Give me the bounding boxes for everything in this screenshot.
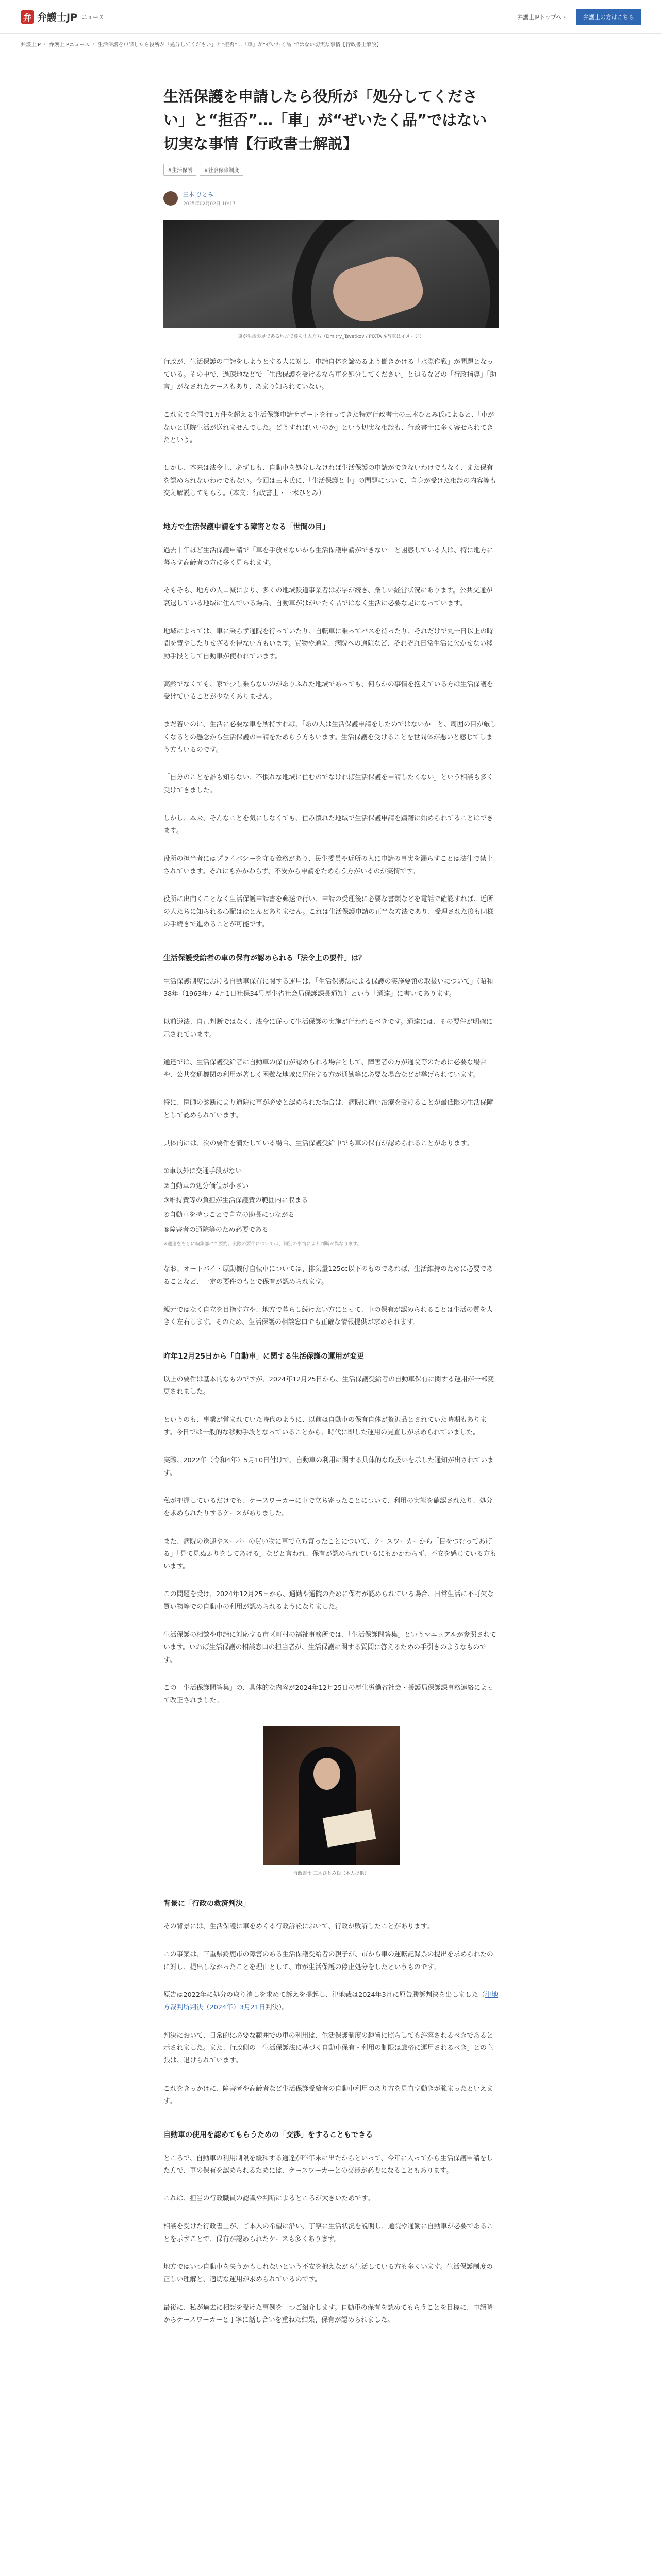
paragraph: この事案は、三重県鈴鹿市の障害のある生活保護受給者の親子が、市から車の運転記録票の提出を求められたのに対し、提出しなかったことを理由として、市が生活保護の停止処分をしたというものです。 xyxy=(163,1951,493,1971)
author-avatar xyxy=(163,191,178,206)
tag-label: 社会保障制度 xyxy=(208,168,239,174)
paragraph: 地方ではいつ自動車を失うかもしれないという不安を抱えながら生活している方も多くいます。生活保護制度の正しい理解と、適切な運用が求められているのです。 xyxy=(163,2263,493,2284)
lawyer-button[interactable]: 弁護士の方はこちら xyxy=(576,9,641,25)
paragraph: 以前遵法、自己判断ではなく、法令に従って生活保護の実施が行われるべきです。通達には、その要件が明確に示されています。 xyxy=(163,1018,493,1039)
hashtag-icon: # xyxy=(168,168,172,174)
paragraph xyxy=(163,1989,499,2014)
top-link[interactable] xyxy=(517,13,566,21)
paragraph: 「自分のことを誰も知らない、不慣れな地域に住むのでなければ生活保護を申請したくない」という相談も多く受けてきました。 xyxy=(163,774,493,794)
section-heading: 生活保護受給者の車の保有が認められる「法令上の要件」は？ xyxy=(163,954,366,963)
paragraph: 実際、2022年（令和4年）5月10日付けで、自動車の利用に関する具体的な取扱いを示した通知が出されています。 xyxy=(163,1456,494,1477)
list-item: ②自動車の処分価値が小さい xyxy=(163,1182,249,1190)
publish-date: 2025年02月02日 10:17 xyxy=(183,201,236,207)
top-link-label: 弁護士JPトップへ xyxy=(517,13,562,21)
paragraph: まだ若いのに、生活に必要な車を所持すれば、「あの人は生活保護申請をしたのではないか」と、周囲の目が厳しくなるとの懸念から生活保護の申請をためらう方もいます。生活保護を受けることを世間体が悪いと感じてしまう方もいるのです。 xyxy=(163,721,497,754)
hero-image xyxy=(163,220,499,328)
paragraph: 高齢でなくても、家で少し乗らないのがありふれた地域であっても、何らかの事情を抱えている方は生活保護を受けていることが少なくありません。 xyxy=(163,680,493,701)
tag[interactable] xyxy=(163,164,196,176)
author-block xyxy=(163,190,499,207)
breadcrumb xyxy=(0,34,662,54)
paragraph: 生活保護制度における自動車保有に関する運用は、「生活保護法による保護の実施要領の取扱いについて」（昭和38年（1963年）4月1日社保34号厚生省社会局保護課長通知）という「通達」に書いてあります。 xyxy=(163,977,493,998)
list-item: ③維持費等の負担が生活保護費の範囲内に収まる xyxy=(163,1197,308,1205)
tag-label: 生活保護 xyxy=(172,168,193,174)
paragraph: その背景には、生活保護に車をめぐる行政訴訟において、行政が敗訴したことがあります。 xyxy=(163,1923,434,1931)
paragraph: 役所の担当者にはプライバシーを守る義務があり、民生委員や近所の人に申請の事実を漏らすことは法律で禁止されています。それにもかかわらず、不安から申請をためらう方がいるのが実情です。 xyxy=(163,855,493,875)
section-heading: 背景に「行政の救済判決」 xyxy=(163,1899,250,1908)
paragraph: 最後に、私が過去に相談を受けた事例を一つご紹介します。自動車の保有を認めてもらうことを目標に、申請時からケースワーカーと丁寧に話し合いを重ねた結果、保有が認められました。 xyxy=(163,2303,493,2325)
paragraph: しかし、本来は法令上、必ずしも、自動車を処分しなければ生活保護の申請ができないわけでもなく、また保有を認められないわけでもない。今回は三木氏に、「生活保護と車」の問題について、自身が受けた相談の内容等も交え解説してもらう。（本文：行政書士・三木ひとみ） xyxy=(163,464,496,497)
paragraph: 相談を受けた行政書士が、ご本人の希望に沿い、丁寧に生活状況を説明し、通院や通勤に自動車が必要であることを示すことで、保有が認められたケースも多くあります。 xyxy=(163,2223,493,2243)
paragraph: また、病院の送迎やスーパーの買い物に車で立ち寄ったことについて、ケースワーカーから「目をつむってあげる」「見て見ぬふりをしてあげる」などと言われ、保有が認められているにもかかわらず、不安を感じている方もいます。 xyxy=(163,1537,496,1571)
lawyer-photo xyxy=(263,1726,400,1865)
requirement-list xyxy=(163,1165,499,1236)
paragraph: というのも、事業が営まれていた時代のように、以前は自動車の保有自体が贅沢品とされていた時期もあります。今日では一般的な移動手段となっていることから、時代に即した運用の見直しが求められていました。 xyxy=(163,1416,487,1436)
site-header xyxy=(0,0,662,34)
paragraph: これをきっかけに、障害者や高齢者など生活保護受給者の自動車利用のあり方を見直す動きが強まったといえます。 xyxy=(163,2084,493,2105)
paragraph-text: 判決）。 xyxy=(265,2004,289,2012)
breadcrumb-home[interactable]: 弁護士JP xyxy=(21,42,41,48)
hero-caption: 車が生活の足である地方で暮らす人たち（Dmitry_Tsvetkov / PIXTA ※写真はイメージ） xyxy=(238,334,424,340)
paragraph: 行政が、生活保護の申請をしようとする人に対し、申請自体を諦めるよう働きかける「水際作戦」が問題となっている。その中で、過疎地などで「生活保護を受けるなら車を処分してください」と迫るなどの「行政指導」「助言」がなされたケースもあり、あまり知られていない。 xyxy=(163,358,496,392)
paragraph: これまで全国で1万件を超える生活保護申請サポートを行ってきた特定行政書士の三木ひとみ氏によると、「車がないと通院生活が送れませんでした。どうすればいいのか」という切実な相談も、行政書士に多く寄せられてきたという。 xyxy=(163,411,494,444)
chevron-right-icon: › xyxy=(563,13,566,20)
paragraph: ところで、自動車の利用制限を緩和する通達が昨年末に出たからといって、今年に入ってから生活保護申請をした方で、車の保有を認められるためには、ケースワーカーとの交渉が必要になることもあります。 xyxy=(163,2154,493,2175)
paragraph: 特に、医師の診断により通院に車が必要と認められた場合は、病院に通い治療を受けることが最低限の生活保障として認められています。 xyxy=(163,1099,493,1120)
paragraph: 役所に出向くことなく生活保護申請書を郵送で行い、申請の受理後に必要な書類などを電話で確認すれば、近所の人たちに知られる心配はほとんどありません。これは生活保護申請の正当な方法であり、受理された後も同様の手続きで進めることが可能です。 xyxy=(163,895,494,928)
court-ruling-link[interactable]: 津地方裁判所判決（2024年）3月21日 xyxy=(163,1991,499,2012)
list-item: ④自動車を持つことで自立の助長につながる xyxy=(163,1211,295,1219)
paragraph: 過去十年ほど生活保護申請で「車を手放せないから生活保護申請ができない」と困惑している人は、特に地方に暮らす高齢者の方に多く見られます。 xyxy=(163,546,493,567)
logo-text: 弁護士JP xyxy=(37,12,77,23)
article-title: 生活保護を申請したら役所が「処分してください」と“拒否”…「車」が“ぜいたく品”ではない切実な事情【行政書士解説】 xyxy=(163,88,487,152)
paragraph: 以上の要件は基本的なものですが、2024年12月25日から、生活保護受給者の自動車保有に関する運用が一部変更されました。 xyxy=(163,1376,494,1396)
photo-caption: 行政書士 三木ひとみ氏（本人提供） xyxy=(293,1871,369,1876)
paragraph: この問題を受け、2024年12月25日から、通勤や通院のために保有が認められている場合、日常生活に不可欠な買い物等での自動車の利用が認められるようになりました。 xyxy=(163,1590,494,1611)
paragraph: そもそも、地方の人口減により、多くの地域鉄道事業者は赤字が続き、厳しい経営状況にあります。公共交通が衰退している地域に住んでいる場合、自動車がはがいたく品ではなく生活に必要な足になっています。 xyxy=(163,587,493,607)
tag[interactable] xyxy=(200,164,243,176)
paragraph: この「生活保護問答集」の、具体的な内容が2024年12月25日の厚生労働省社会・援護局保護課事務連絡によって改正されました。 xyxy=(163,1684,494,1705)
section-heading: 昨年12月25日から「自動車」に関する生活保護の運用が変更 xyxy=(163,1352,364,1361)
paragraph: しかし、本来、そんなことを気にしなくても、住み慣れた地域で生活保護申請を躊躇に始められてることはできます。 xyxy=(163,815,493,835)
paragraph: 生活保護の相談や申請に対応する市区町村の福祉事務所では、「生活保護問答集」というマニュアルが参照されています。いわば生活保護の相談窓口の担当者が、生活保護に関する質問に答えるための手引きのようなものです。 xyxy=(163,1631,496,1664)
section-heading: 自動車の使用を認めてもらうための「交渉」をすることもできる xyxy=(163,2131,373,2140)
article-body xyxy=(163,356,499,2327)
article xyxy=(163,54,499,2327)
paragraph: 判決において、日常的に必要な範囲での車の利用は、生活保護制度の趣旨に照らしても許容されるべきであると示されました。また、行政側の「生活保護法に基づく自動車保有・利用の制限は厳格に運用されるべき」との主張は、退けられています。 xyxy=(163,2031,493,2065)
logo-sub: ニュース xyxy=(81,13,104,21)
chevron-right-icon: › xyxy=(92,41,95,47)
list-item: ①車以外に交通手段がない xyxy=(163,1167,242,1176)
author-name[interactable]: 三木 ひとみ xyxy=(183,191,213,198)
paragraph: 私が把握しているだけでも、ケースワーカーに車で立ち寄ったことについて、利用の実態を確認されたり、処分を求められたりするケースがありました。 xyxy=(163,1497,493,1518)
tag-list xyxy=(163,164,499,176)
list-note: ※通達をもとに編集部にて要約。実際の要件については、個別の事情により判断が異なります。 xyxy=(163,1241,362,1247)
section-heading: 地方で生活保護申請をする障害となる「世間の目」 xyxy=(163,523,329,532)
chevron-right-icon: › xyxy=(43,41,46,47)
paragraph: 地域によっては、車に乗らず通院を行っていたり、自転車に乗ってバスを待ったり、それだけで丸一日以上の時間を費やしたりせざるを得ない方もいます。買物や通院、病院への通院など、それぞれ日常生活に欠かせない移動手段として自動車が使われています。 xyxy=(163,627,493,660)
face-shape xyxy=(313,1758,340,1790)
paragraph: これは、担当の行政職員の認識や判断によるところが大きいためです。 xyxy=(163,2195,374,2203)
site-logo[interactable] xyxy=(21,10,104,24)
paragraph: 通達では、生活保護受給者に自動車の保有が認められる場合として、障害者の方が通院等のために必要な場合や、公共交通機関の利用が著しく困難な地域に居住する方が通勤等に必要な場合などが挙げられています。 xyxy=(163,1058,487,1079)
hashtag-icon: # xyxy=(204,168,208,174)
paragraph-text: 原告は2022年に処分の取り消しを求めて訴えを提起し、津地裁は2024年3月に原告勝訴判決を出しました（ xyxy=(163,1991,485,1999)
paragraph: 親元ではなく自立を目指す方や、地方で暮らし続けたい方にとって、車の保有が認められることは生活の質を大きく左右します。そのため、生活保護の相談窓口でも正確な情報提供が求められます。 xyxy=(163,1306,493,1327)
paragraph: 具体的には、次の要件を満たしている場合、生活保護受給中でも車の保有が認められることがあります。 xyxy=(163,1140,473,1148)
breadcrumb-current: 生活保護を申請したら役所が「処分してください」と“拒否”…「車」が“ぜいたく品”ではない切実な事情【行政書士解説】 xyxy=(97,42,382,48)
paragraph: なお、オートバイ・原動機付自転車については、排気量125cc以下のものであれば、生活維持のために必要であることなど、一定の要件のもとで保有が認められます。 xyxy=(163,1265,493,1286)
breadcrumb-news[interactable]: 弁護士JPニュース xyxy=(48,42,90,48)
logo-mark-icon: 弁 xyxy=(21,10,34,24)
list-item: ⑤障害者の通院等のため必要である xyxy=(163,1226,269,1234)
